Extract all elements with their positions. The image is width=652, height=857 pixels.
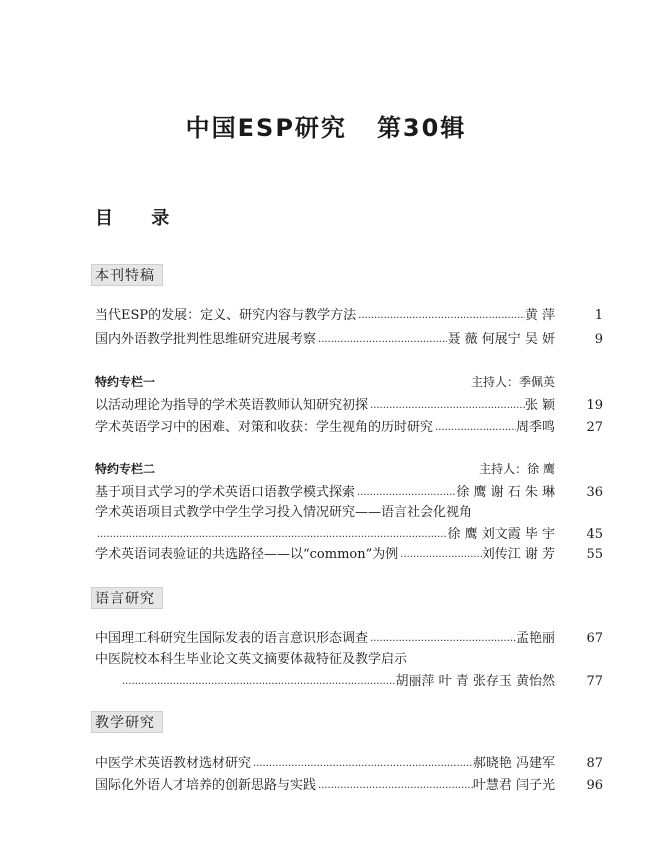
entry-page: 67	[586, 631, 603, 646]
entry-authors: 张 颖	[524, 398, 555, 413]
toc-entry[interactable]	[95, 306, 603, 326]
entry-title: 基于项目式学习的学术英语口语教学模式探索	[95, 485, 356, 500]
entry-page: 19	[586, 398, 603, 413]
entry-authors: 周季鸣	[515, 420, 555, 435]
section-label-teaching: 教学研究	[91, 711, 163, 733]
entry-page: 1	[594, 308, 603, 323]
entry-authors: 胡丽萍 叶 青 张存玉 黄怡然	[395, 674, 555, 689]
toc-entry[interactable]	[95, 545, 603, 565]
column-label: 特约专栏二	[95, 462, 156, 476]
entry-title: 中医学术英语教材选材研究	[95, 756, 252, 771]
entry-page: 45	[586, 527, 603, 542]
entry-authors: 聂 薇 何展宁 吴 妍	[447, 332, 555, 347]
leader-dots	[356, 306, 525, 326]
entry-authors: 徐 鹰 谢 石 朱 琳	[456, 485, 555, 500]
entry-page: 36	[586, 485, 603, 500]
toc-entry[interactable]	[95, 776, 603, 796]
toc-entry[interactable]	[95, 330, 603, 350]
entry-page: 9	[594, 332, 603, 347]
toc-heading: 目 录	[95, 208, 186, 229]
column-heading-two	[95, 460, 555, 478]
journal-name: 中国ESP研究	[185, 114, 347, 142]
entry-title: 中医院校本科生毕业论文英文摘要体裁特征及教学启示	[95, 652, 408, 667]
leader-dots	[433, 418, 516, 438]
toc-entry-two-line[interactable]	[95, 503, 603, 547]
entry-title: 国内外语教学批判性思维研究进展考察	[95, 332, 317, 347]
leader-dots	[120, 672, 395, 692]
entry-page: 96	[586, 778, 603, 793]
toc-entry[interactable]	[95, 396, 603, 416]
entry-title: 学术英语项目式教学中学生学习投入情况研究——语言社会化视角	[95, 505, 473, 520]
toc-entry[interactable]	[95, 754, 603, 774]
volume-title	[0, 108, 652, 143]
leader-dots	[368, 396, 525, 416]
entry-page: 77	[586, 674, 603, 689]
leader-dots	[355, 483, 456, 503]
column-heading-one	[95, 373, 555, 391]
entry-page: 87	[586, 756, 603, 771]
toc-entry[interactable]	[95, 483, 603, 503]
entry-title: 当代ESP的发展：定义、研究内容与教学方法	[95, 308, 357, 323]
toc-entry-two-line[interactable]	[95, 650, 603, 694]
leader-dots	[398, 545, 481, 565]
entry-title: 中国理工科研究生国际发表的语言意识形态调查	[95, 631, 369, 646]
volume-number: 第30辑	[376, 114, 467, 142]
entry-authors: 孟艳丽	[515, 631, 555, 646]
entry-title: 国际化外语人才培养的创新思路与实践	[95, 778, 317, 793]
entry-title: 学术英语词表验证的共选路径——以“common”为例	[95, 547, 399, 562]
entry-page: 55	[586, 547, 603, 562]
column-host: 主持人：季佩英	[470, 375, 555, 389]
leader-dots	[368, 629, 516, 649]
entry-authors: 叶慧君 闫子光	[472, 778, 555, 793]
leader-dots	[316, 776, 473, 796]
leader-dots	[251, 754, 473, 774]
toc-entry[interactable]	[95, 629, 603, 649]
column-host: 主持人：徐 鹰	[479, 462, 555, 476]
leader-dots	[316, 330, 447, 350]
entry-page: 27	[586, 420, 603, 435]
entry-authors: 黄 萍	[524, 308, 555, 323]
column-label: 特约专栏一	[95, 375, 156, 389]
toc-entry[interactable]	[95, 418, 603, 438]
entry-title: 学术英语学习中的困难、对策和收获：学生视角的历时研究	[95, 420, 434, 435]
section-label-feature: 本刊特稿	[91, 264, 163, 286]
entry-authors: 刘传江 谢 芳	[481, 547, 555, 562]
section-label-language: 语言研究	[91, 587, 163, 609]
entry-title: 以活动理论为指导的学术英语教师认知研究初探	[95, 398, 369, 413]
entry-authors: 徐 鹰 刘文霞 毕 宇	[447, 527, 555, 542]
leader-dots	[95, 525, 447, 545]
entry-authors: 郝晓艳 冯建军	[472, 756, 555, 771]
